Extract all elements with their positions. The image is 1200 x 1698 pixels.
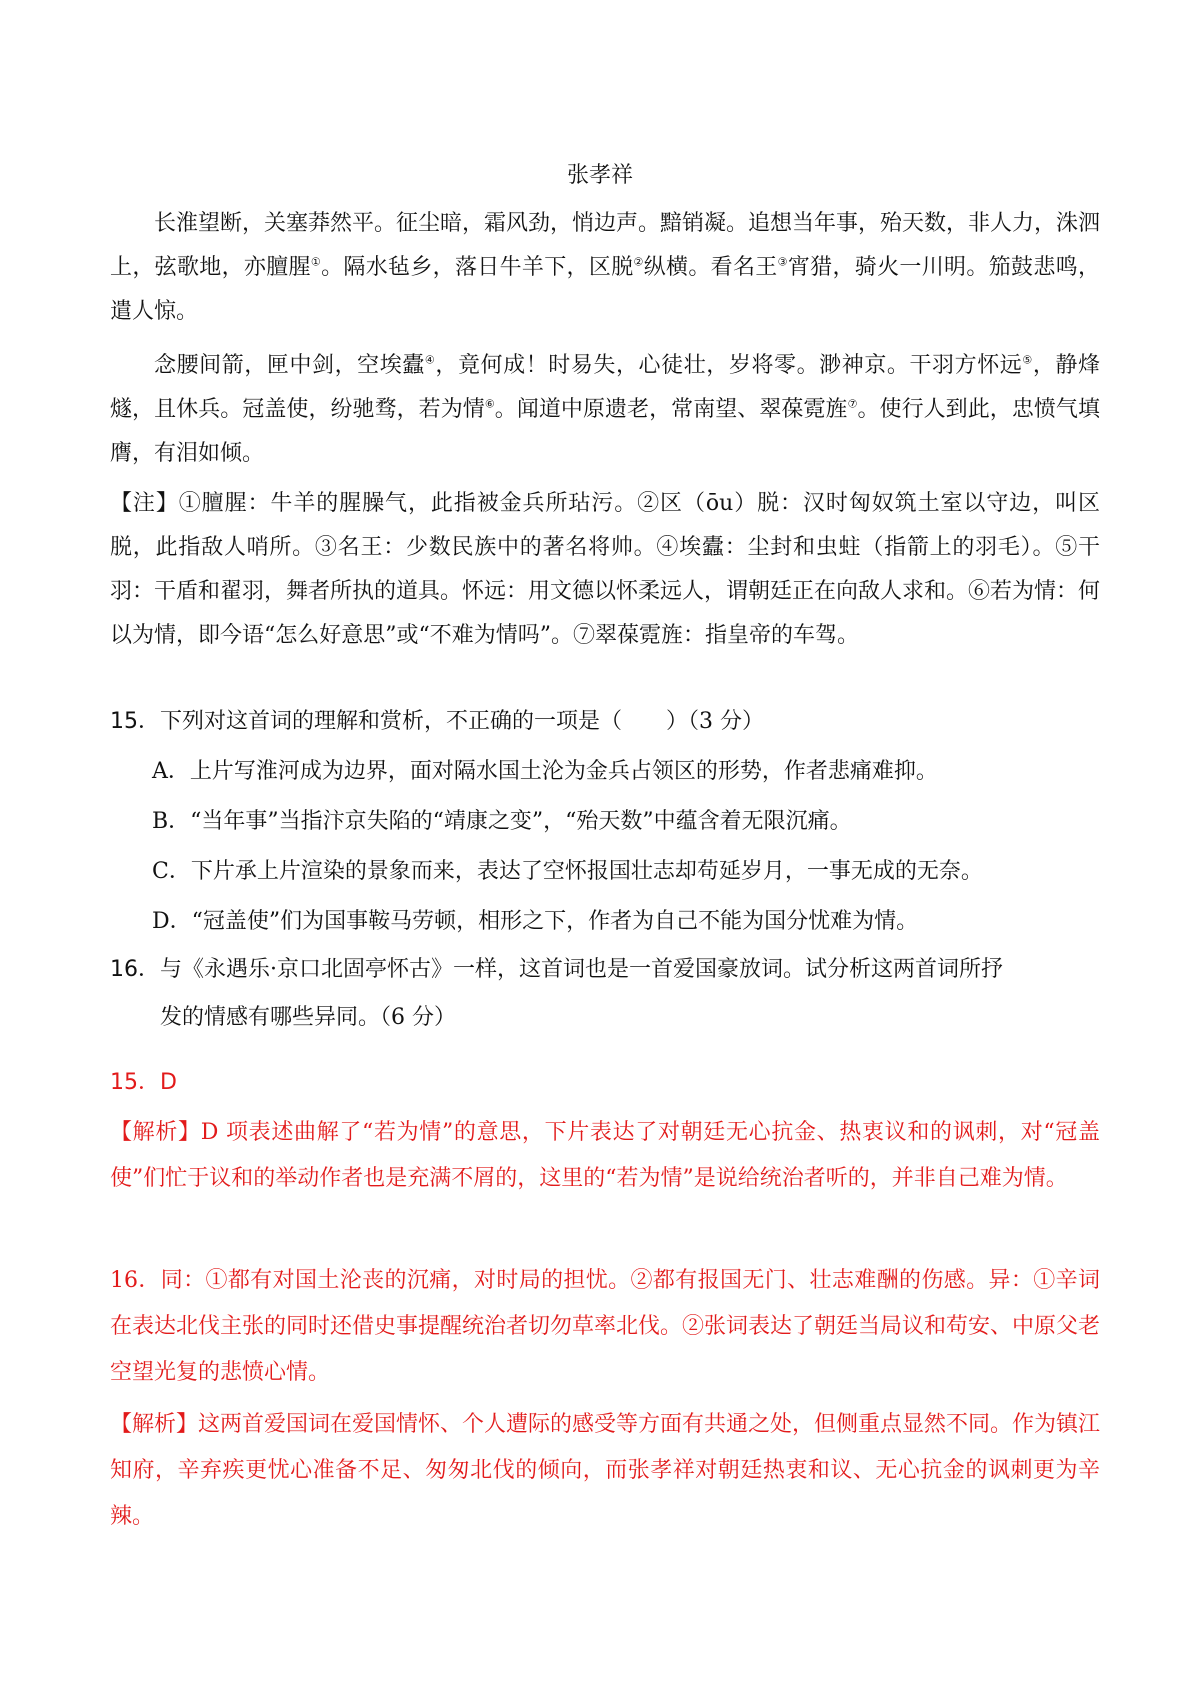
note-marker-5: ⑤ bbox=[1022, 353, 1033, 367]
question-stem-line-1: 与《永遇乐·京口北固亭怀古》一样，这首词也是一首爱国豪放词。试分析这两首词所抒 bbox=[160, 957, 1003, 982]
note-marker-3: ③ bbox=[777, 255, 788, 269]
note-marker-7: ⑦ bbox=[847, 397, 858, 411]
poem-text: 。闻道中原遗老，常南望、翠葆霓旌 bbox=[494, 397, 848, 422]
option-c: C．下片承上片渲染的景象而来，表达了空怀报国壮志却苟延岁月，一事无成的无奈。 bbox=[152, 859, 983, 884]
answer-15: 15．D bbox=[110, 1070, 177, 1095]
poem-text: ，竟何成！时易失，心徒壮，岁将零。渺神京。干羽方怀远 bbox=[435, 353, 1023, 378]
note-marker-1: ① bbox=[310, 255, 322, 269]
option-d: D．“冠盖使”们为国事鞍马劳顿，相形之下，作者为自己不能为国分忧难为情。 bbox=[152, 909, 919, 934]
poem-text: 纵横。看名王 bbox=[643, 255, 778, 280]
question-15 bbox=[110, 700, 1100, 744]
poem-text: 。隔水毡乡，落日牛羊下，区脱 bbox=[321, 255, 634, 280]
question-number: 15． bbox=[110, 709, 160, 734]
poem-text: ，静烽燧，且休兵。冠盖使，纷驰骛，若为情 bbox=[110, 353, 1100, 422]
poem-stanza-2 bbox=[110, 344, 1100, 476]
poem-author: 张孝祥 bbox=[566, 163, 633, 188]
poem-text: 念腰间箭，匣中剑，空埃蠹 bbox=[154, 353, 425, 378]
note-marker-2: ② bbox=[633, 255, 644, 269]
question-stem-line-2: 发的情感有哪些异同。（6 分） bbox=[160, 1005, 456, 1030]
poem-text: 长淮望断，关塞莽然平。征尘暗，霜风劲，悄边声。黯销凝。追想当年事，殆天数，非人力，洙泗上，弦歌地，亦膻腥 bbox=[110, 211, 1101, 280]
explanation-15: 【解析】D 项表述曲解了“若为情”的意思，下片表达了对朝廷无心抗金、热衷议和的讽刺，对“冠盖使”们忙于议和的举动作者也是充满不屑的，这里的“若为情”是说给统治者听的，并非自己难为情。 bbox=[110, 1120, 1100, 1191]
question-stem: 下列对这首词的理解和赏析，不正确的一项是（ ）（3 分） bbox=[160, 709, 764, 734]
poem-text: 。使行人到此，忠愤气填膺，有泪如倾。 bbox=[110, 397, 1100, 466]
poem-text: 宵猎，骑火一川明。笳鼓悲鸣，遣人惊。 bbox=[110, 255, 1100, 324]
annotations: 【注】①膻腥：牛羊的腥臊气，此指被金兵所玷污。②区（ōu）脱：汉时匈奴筑土室以守边，叫区脱，此指敌人哨所。③名王：少数民族中的著名将帅。④埃蠹：尘封和虫蛀（指箭上的羽毛）。⑤干羽：干盾和翟羽，舞者所执的道具。怀远：用文德以怀柔远人，谓朝廷正在向敌人求和。⑥若为情：何以为情，即今语“怎么好意思”或“不难为情吗”。⑦翠葆霓旌：指皇帝的车驾。 bbox=[110, 491, 1101, 648]
explanation-16: 【解析】这两首爱国词在爱国情怀、个人遭际的感受等方面有共通之处，但侧重点显然不同。作为镇江知府，辛弃疾更忧心准备不足、匆匆北伐的倾向，而张孝祥对朝廷热衷和议、无心抗金的讽刺更为辛辣。 bbox=[110, 1412, 1101, 1529]
note-marker-4: ④ bbox=[424, 353, 436, 367]
answer-16: 16．同：①都有对国土沦丧的沉痛，对时局的担忧。②都有报国无门、壮志难酬的伤感。异：①辛词在表达北伐主张的同时还借史事提醒统治者切勿草率北伐。②张词表达了朝廷当局议和苟安、中原父老空望光复的悲愤心情。 bbox=[110, 1268, 1101, 1385]
option-b: B．“当年事”当指汴京失陷的“靖康之变”，“殆天数”中蕴含着无限沉痛。 bbox=[152, 809, 852, 834]
poem-stanza-1 bbox=[110, 202, 1100, 334]
question-16 bbox=[110, 946, 1100, 1042]
option-a: A．上片写淮河成为边界，面对隔水国土沦为金兵占领区的形势，作者悲痛难抑。 bbox=[152, 759, 938, 784]
question-number: 16． bbox=[110, 957, 160, 982]
note-marker-6: ⑥ bbox=[484, 397, 495, 411]
